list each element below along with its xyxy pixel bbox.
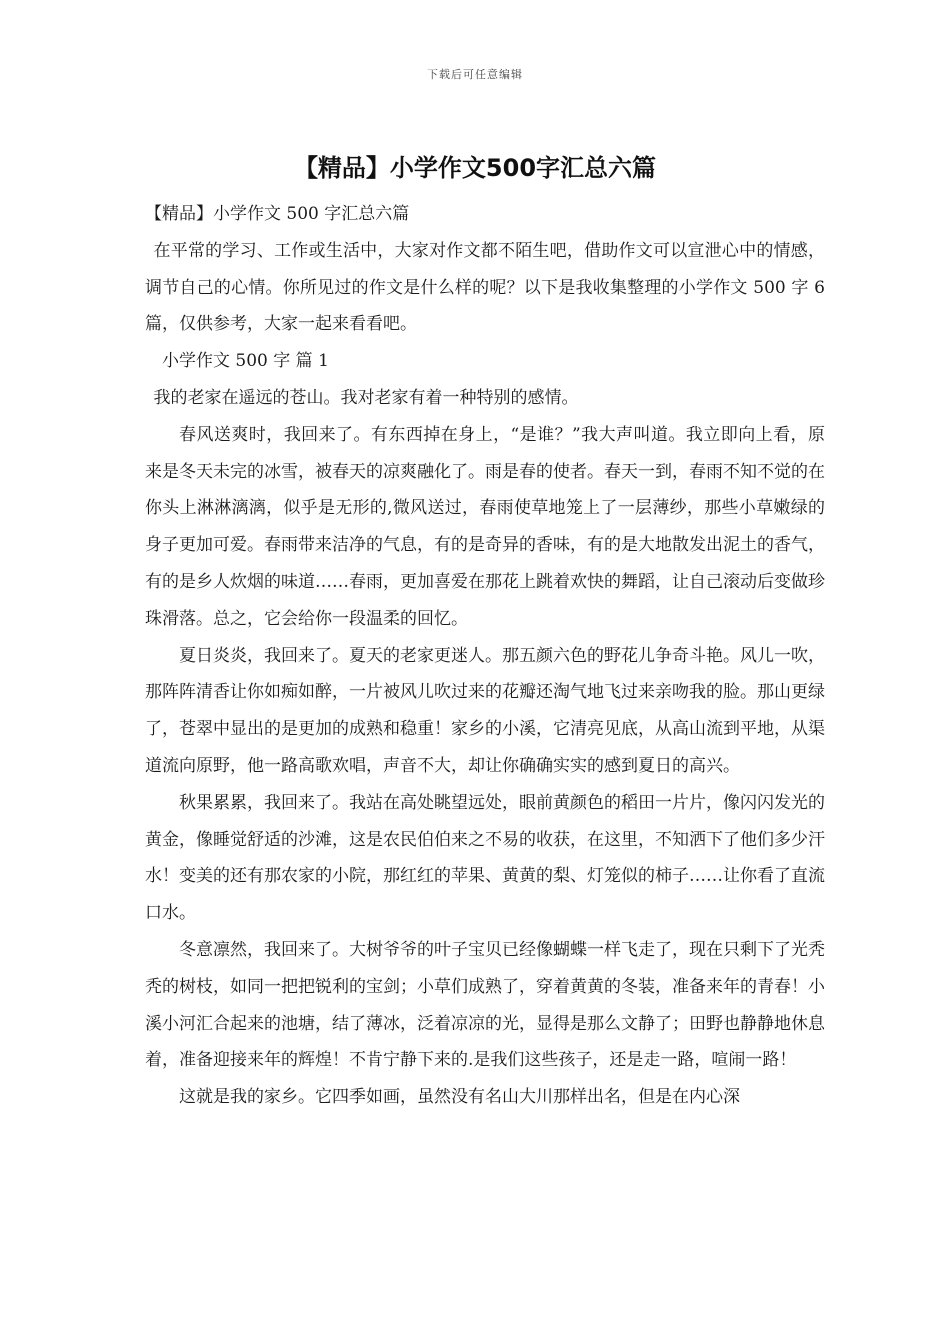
body-paragraph: 秋果累累，我回来了。我站在高处眺望远处，眼前黄颜色的稻田一片片，像闪闪发光的黄金，像睡觉舒适的沙滩，这是农民伯伯来之不易的收获，在这里，不知洒下了他们多少汗水！变美的还有那农家的小院，那红红的苹果、黄黄的梨、灯笼似的柿子……让你看了直流口水。 xyxy=(145,792,825,924)
document-body xyxy=(145,196,825,1116)
body-paragraph: 春风送爽时，我回来了。有东西掉在身上，“是谁？”我大声叫道。我立即向上看，原来是冬天未完的冰雪，被春天的凉爽融化了。雨是春的使者。春天一到，春雨不知不觉的在你头上淋淋漓漓，似乎是无形的,微风送过，春雨使草地笼上了一层薄纱，那些小草嫩绿的身子更加可爱。春雨带来洁净的气息，有的是奇异的香味，有的是大地散发出泥土的香气，有的是乡人炊烟的味道……春雨，更加喜爱在那花上跳着欢快的舞蹈，让自己滚动后变做珍珠滑落。总之，它会给你一段温柔的回忆。 xyxy=(145,424,825,629)
body-paragraph: 冬意凛然，我回来了。大树爷爷的叶子宝贝已经像蝴蝶一样飞走了，现在只剩下了光秃秃的树枝，如同一把把锐利的宝剑；小草们成熟了，穿着黄黄的冬装，准备来年的青春！小溪小河汇合起来的池塘，结了薄冰，泛着凉凉的光，显得是那么文静了；田野也静静地休息着，准备迎接来年的辉煌！不肯宁静下来的.是我们这些孩子，还是走一路，喧闹一路！ xyxy=(145,939,825,1071)
body-paragraph: 夏日炎炎，我回来了。夏天的老家更迷人。那五颜六色的野花儿争奇斗艳。风儿一吹，那阵阵清香让你如痴如醉，一片被风儿吹过来的花瓣还淘气地飞过来亲吻我的脸。那山更绿了，苍翠中显出的是更加的成熟和稳重！家乡的小溪，它清亮见底，从高山流到平地，从渠道流向原野，他一路高歌欢唱，声音不大，却让你确确实实的感到夏日的高兴。 xyxy=(145,645,825,776)
body-paragraph: 这就是我的家乡。它四季如画，虽然没有名山大川那样出名，但是在内心深 xyxy=(179,1087,740,1108)
body-paragraph: 我的老家在遥远的苍山。我对老家有着一种特别的感情。 xyxy=(153,387,579,408)
document-title: 【精品】小学作文500字汇总六篇 xyxy=(293,154,657,182)
document-subtitle: 【精品】小学作文 500 字汇总六篇 xyxy=(145,204,410,224)
header-note: 下载后可任意编辑 xyxy=(427,68,523,81)
section-heading: 小学作文 500 字 篇 1 xyxy=(162,351,329,372)
intro-paragraph: 在平常的学习、工作或生活中，大家对作文都不陌生吧，借助作文可以宣泄心中的情感，调节自己的心情。你所见过的作文是什么样的呢？以下是我收集整理的小学作文 500 字 6 篇，仅供参考，大家一起来看看吧。 xyxy=(145,240,825,335)
